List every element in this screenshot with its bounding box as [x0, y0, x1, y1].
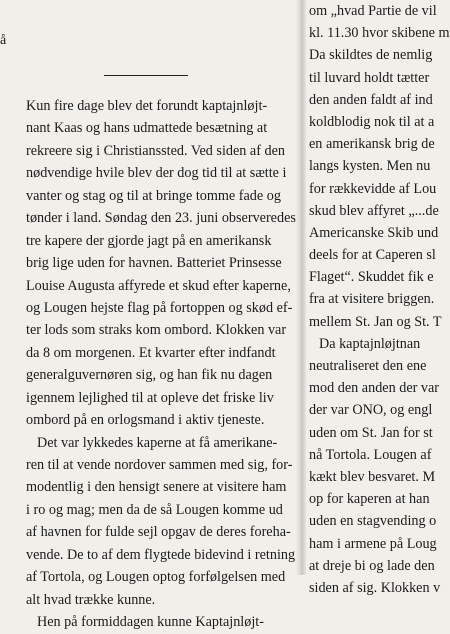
text-line: om „hvad Partie de vil	[309, 3, 437, 19]
text-line: koldblodig nok til at a	[309, 113, 435, 130]
text-line: og Lougen hejste flag på fortoppen og skød ef-	[26, 299, 293, 316]
text-line: tønder i land. Søndag den 23. juni observeredes	[26, 210, 296, 227]
text-line: Louise Augusta affyrede et skud efter kaperne,	[26, 277, 291, 294]
text-line: Kun fire dage blev det forundt kaptajnløjt-	[26, 98, 268, 114]
text-line: den anden faldt af ind	[309, 91, 433, 108]
text-line: neutraliseret den ene	[309, 358, 427, 374]
text-line: siden af sig. Klokken v	[309, 579, 441, 596]
text-line: fra at visitere briggen.	[309, 291, 435, 308]
text-line: ren til at vende nordover sammen med sig, for-	[26, 457, 293, 473]
text-line: nant Kaas og hans udmattede besætning at	[26, 120, 268, 137]
text-line: mod den anden der var	[309, 380, 440, 397]
text-line: generalguvernøren sig, og han fik nu dagen	[26, 367, 273, 384]
text-line: kækt blev besvaret. M	[309, 468, 436, 485]
text-line: nødvendige hvile blev der dog tid til at sætte i	[26, 165, 287, 182]
text-line: Da kaptajnløjtnan	[319, 335, 421, 352]
text-line: Da skildtes de nemlig	[309, 47, 433, 64]
text-line: mellem St. Jan og St. T	[309, 313, 442, 330]
text-line: ter lods som straks kom ombord. Klokken var	[26, 322, 287, 339]
text-line: i ro og mag; men da de så Lougen komme ud	[26, 501, 283, 518]
corner-letter: å	[0, 33, 7, 48]
text-line: Det var lykkedes kaperne at få amerikane-	[37, 434, 278, 451]
left-page-text	[26, 95, 296, 634]
text-line: langs kysten. Men nu	[309, 158, 431, 175]
text-line: af Tortola, og Lougen optog forfølgelsen med	[26, 569, 286, 586]
text-line: igennem lejlighed til at opleve det friske liv	[26, 389, 274, 406]
text-line: vanter og stag og til at bringe tomme fade og	[26, 187, 281, 204]
text-line: modentlig i den hensigt senere at visitere ham	[26, 479, 287, 496]
paragraph	[26, 432, 296, 612]
text-line: tre kapere der gjorde jagt på en amerikansk	[26, 232, 272, 249]
text-line: Flaget“. Skuddet fik e	[309, 269, 434, 286]
text-line: kl. 11.30 hvor skibene m	[309, 25, 450, 42]
text-line: rekreere sig i Christianssted. Ved siden af den	[26, 142, 285, 159]
text-line: alt hvad trække kunne.	[26, 591, 156, 608]
right-page-text	[309, 0, 450, 599]
text-line: Americanske Skib und	[309, 224, 439, 241]
section-rule	[104, 75, 188, 76]
text-line: op for kaperen at han	[309, 491, 430, 508]
text-line: uden en stagvending o	[309, 513, 437, 530]
text-line: for rækkevidde af Lou	[309, 180, 437, 197]
text-line: ombord på en orlogsmand i aktiv tjeneste.	[26, 412, 265, 429]
text-line: at dreje bi og lade den	[309, 557, 435, 574]
text-line: ham i armene på Loug	[309, 535, 437, 552]
page-gutter	[296, 0, 306, 575]
text-line: der var ONO, og engl	[309, 402, 433, 419]
text-line: brig lige uden for havnen. Batteriet Prinsesse	[26, 255, 282, 272]
text-line: skud blev affyret „...de	[309, 202, 439, 219]
text-line: Hen på formiddagen kunne Kaptajnløjt-	[37, 614, 264, 631]
text-line: uden om St. Jan for st	[309, 424, 433, 441]
text-line: af havnen for fulde sejl opgav de deres forehа-	[26, 524, 291, 541]
text-line: til luvard holdt tætter	[309, 69, 430, 86]
paragraph	[26, 611, 288, 633]
text-line: en amerikansk brig de	[309, 136, 435, 153]
text-line: da 8 om morgenen. Et kvarter efter indfandt	[26, 344, 276, 361]
text-line: nå Tortola. Lougen af	[309, 446, 432, 463]
text-line: vende. De to af dem flygtede bidevind i retning	[26, 546, 296, 563]
text-line: deels for at Caperen sl	[309, 247, 436, 264]
paragraph	[26, 95, 296, 432]
